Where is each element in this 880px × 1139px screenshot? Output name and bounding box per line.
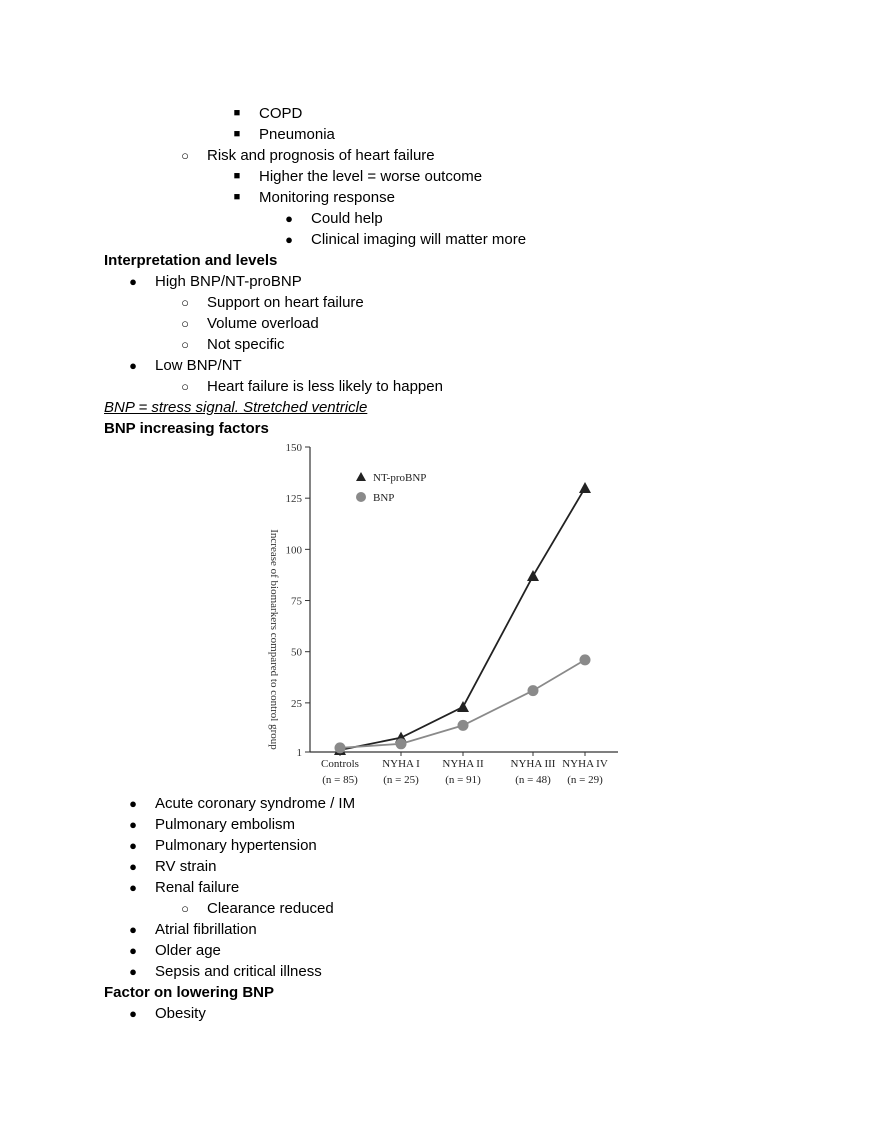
list-item-text: Pulmonary embolism (155, 816, 296, 833)
list-item-text: Monitoring response (259, 189, 395, 206)
list-item-text: Heart failure is less likely to happen (207, 378, 443, 395)
filled-circle-bullet-icon: ● (129, 943, 137, 958)
data-point-circle (528, 685, 539, 696)
square-bullet-icon: ■ (233, 191, 241, 203)
list-item-text: Volume overload (207, 315, 319, 332)
biomarker-chart (258, 440, 620, 790)
list-item-text: BNP = stress signal. Stretched ventricle (104, 399, 368, 416)
list-item-text: High BNP/NT-proBNP (155, 273, 302, 290)
filled-circle-bullet-icon: ● (129, 796, 137, 811)
list-item-text: Risk and prognosis of heart failure (207, 147, 435, 164)
x-category-label: Controls (321, 758, 359, 770)
data-point-triangle (457, 701, 469, 712)
list-item-text: Sepsis and critical illness (155, 963, 322, 980)
data-point-circle (335, 742, 346, 753)
list-item-text: Pulmonary hypertension (155, 837, 317, 854)
y-tick-label: 125 (285, 493, 302, 506)
filled-circle-bullet-icon: ● (129, 1006, 137, 1021)
filled-circle-bullet-icon: ● (285, 232, 293, 247)
square-bullet-icon: ■ (233, 107, 241, 119)
biomarker-chart-svg (258, 440, 620, 790)
filled-circle-bullet-icon: ● (129, 922, 137, 937)
list-item-text: Not specific (207, 336, 285, 353)
square-bullet-icon: ■ (233, 128, 241, 140)
y-tick-label: 75 (291, 595, 302, 608)
x-category-label: NYHA I (382, 758, 420, 770)
list-item-text: Renal failure (155, 879, 240, 896)
y-tick-label: 50 (291, 646, 302, 659)
hollow-circle-bullet-icon: ○ (181, 148, 189, 163)
list-item-text: Acute coronary syndrome / IM (155, 795, 356, 812)
filled-circle-bullet-icon: ● (129, 358, 137, 373)
hollow-circle-bullet-icon: ○ (181, 901, 189, 916)
list-item-text: Clinical imaging will matter more (311, 231, 527, 248)
list-item-text: Support on heart failure (207, 294, 364, 311)
hollow-circle-bullet-icon: ○ (181, 316, 189, 331)
filled-circle-bullet-icon: ● (129, 964, 137, 979)
y-tick-label: 100 (285, 544, 302, 557)
data-point-triangle (527, 570, 539, 581)
filled-circle-bullet-icon: ● (129, 880, 137, 895)
list-item-text: Factor on lowering BNP (104, 984, 275, 1001)
legend-label: BNP (373, 492, 395, 504)
list-item-text: BNP increasing factors (104, 420, 269, 437)
hollow-circle-bullet-icon: ○ (181, 379, 189, 394)
legend-label: NT-proBNP (373, 472, 427, 484)
data-point-triangle (579, 482, 591, 493)
hollow-circle-bullet-icon: ○ (181, 295, 189, 310)
list-item-text: Could help (311, 210, 383, 227)
square-bullet-icon: ■ (233, 170, 241, 182)
filled-circle-bullet-icon: ● (129, 859, 137, 874)
filled-circle-bullet-icon: ● (285, 211, 293, 226)
filled-circle-bullet-icon: ● (129, 274, 137, 289)
data-point-circle (458, 720, 469, 731)
data-point-circle (580, 654, 591, 665)
x-category-n-label: (n = 29) (567, 774, 603, 786)
list-item-text: Higher the level = worse outcome (259, 168, 483, 185)
list-item-text: Atrial fibrillation (155, 921, 257, 938)
filled-circle-bullet-icon: ● (129, 838, 137, 853)
data-point-circle (396, 738, 407, 749)
x-category-label: NYHA IV (562, 758, 608, 770)
y-tick-label: 150 (285, 442, 302, 454)
list-item-text: Low BNP/NT (155, 357, 242, 374)
hollow-circle-bullet-icon: ○ (181, 337, 189, 352)
x-category-n-label: (n = 25) (383, 774, 419, 786)
list-item-text: RV strain (155, 858, 217, 875)
x-category-n-label: (n = 91) (445, 774, 481, 786)
y-axis-title: Increase of biomarkers compared to control group (268, 529, 280, 750)
legend-circle-icon (356, 492, 366, 502)
list-item-text: Pneumonia (259, 126, 335, 143)
x-category-label: NYHA III (510, 758, 556, 770)
y-tick-label: 25 (291, 697, 302, 710)
list-item-text: Obesity (155, 1005, 206, 1022)
list-item-text: Interpretation and levels (104, 252, 278, 269)
y-tick-label: 1 (296, 747, 302, 759)
x-category-n-label: (n = 85) (322, 774, 358, 786)
filled-circle-bullet-icon: ● (129, 817, 137, 832)
x-category-n-label: (n = 48) (515, 774, 551, 786)
x-category-label: NYHA II (442, 758, 484, 770)
legend-triangle-icon (356, 472, 366, 481)
list-item-text: Older age (155, 942, 221, 959)
list-item-text: Clearance reduced (207, 900, 334, 917)
list-item-text: COPD (259, 105, 303, 122)
